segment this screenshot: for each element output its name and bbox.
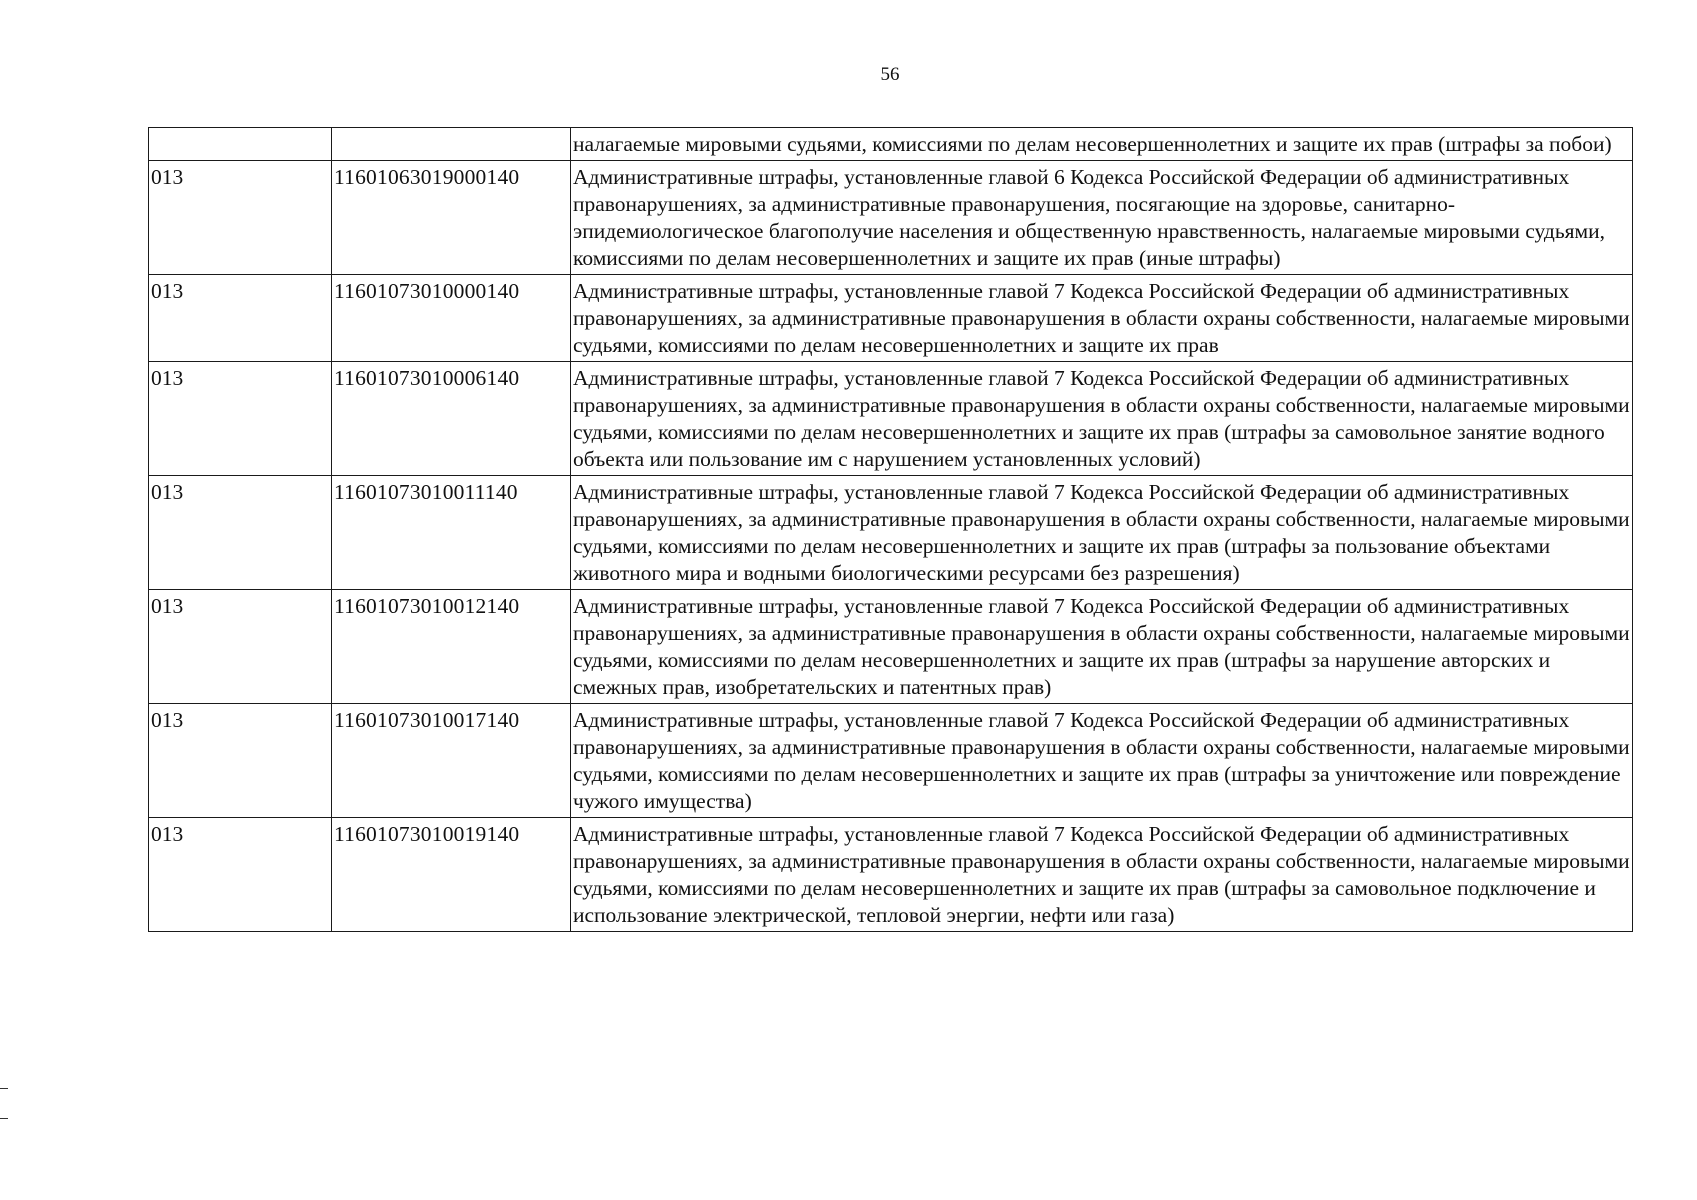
budget-code-cell: 11601073010006140 bbox=[332, 362, 571, 476]
table-row bbox=[149, 362, 1633, 476]
admin-code-cell: 013 bbox=[149, 275, 332, 362]
page-number: 56 bbox=[880, 64, 900, 85]
description-cell: налагаемые мировыми судьями, комиссиями по делам несовершеннолетних и защите их прав (штрафы за побои) bbox=[571, 128, 1633, 161]
table-row bbox=[149, 275, 1633, 362]
table-row bbox=[149, 704, 1633, 818]
description-cell: Административные штрафы, установленные главой 6 Кодекса Российской Федерации об административных правонарушениях, за административные правонарушения, посягающие на здоровье, санитарно-эпидемиологическое благополучие населения и общественную нравственность, налагаемые мировыми судьями, комиссиями по делам несовершеннолетних и защите их прав (иные штрафы) bbox=[571, 161, 1633, 275]
description-cell: Административные штрафы, установленные главой 7 Кодекса Российской Федерации об административных правонарушениях, за административные правонарушения в области охраны собственности, налагаемые мировыми судьями, комиссиями по делам несовершеннолетних и защите их прав (штрафы за самовольное подключение и использование электрической, тепловой энергии, нефти или газа) bbox=[571, 818, 1633, 932]
description-cell: Административные штрафы, установленные главой 7 Кодекса Российской Федерации об административных правонарушениях, за административные правонарушения в области охраны собственности, налагаемые мировыми судьями, комиссиями по делам несовершеннолетних и защите их прав (штрафы за нарушение авторских и смежных прав, изобретательских и патентных прав) bbox=[571, 590, 1633, 704]
admin-code-cell bbox=[149, 128, 332, 161]
scan-margin-mark-bottom bbox=[0, 1118, 8, 1119]
admin-code-cell: 013 bbox=[149, 704, 332, 818]
description-cell: Административные штрафы, установленные главой 7 Кодекса Российской Федерации об административных правонарушениях, за административные правонарушения в области охраны собственности, налагаемые мировыми судьями, комиссиями по делам несовершеннолетних и защите их прав (штрафы за самовольное занятие водного объекта или пользование им с нарушением установленных условий) bbox=[571, 362, 1633, 476]
table-row bbox=[149, 590, 1633, 704]
budget-code-cell: 11601073010017140 bbox=[332, 704, 571, 818]
admin-code-cell: 013 bbox=[149, 590, 332, 704]
admin-code-cell: 013 bbox=[149, 818, 332, 932]
scan-margin-mark-top bbox=[0, 1088, 8, 1089]
description-cell: Административные штрафы, установленные главой 7 Кодекса Российской Федерации об административных правонарушениях, за административные правонарушения в области охраны собственности, налагаемые мировыми судьями, комиссиями по делам несовершеннолетних и защите их прав (штрафы за пользование объектами животного мира и водными биологическими ресурсами без разрешения) bbox=[571, 476, 1633, 590]
budget-code-cell: 11601063019000140 bbox=[332, 161, 571, 275]
table-row bbox=[149, 476, 1633, 590]
table-body bbox=[149, 128, 1633, 932]
admin-code-cell: 013 bbox=[149, 476, 332, 590]
table-row bbox=[149, 161, 1633, 275]
table-row bbox=[149, 128, 1633, 161]
budget-codes-table bbox=[148, 127, 1633, 932]
description-cell: Административные штрафы, установленные главой 7 Кодекса Российской Федерации об административных правонарушениях, за административные правонарушения в области охраны собственности, налагаемые мировыми судьями, комиссиями по делам несовершеннолетних и защите их прав (штрафы за уничтожение или повреждение чужого имущества) bbox=[571, 704, 1633, 818]
budget-code-cell: 11601073010012140 bbox=[332, 590, 571, 704]
description-cell: Административные штрафы, установленные главой 7 Кодекса Российской Федерации об административных правонарушениях, за административные правонарушения в области охраны собственности, налагаемые мировыми судьями, комиссиями по делам несовершеннолетних и защите их прав bbox=[571, 275, 1633, 362]
budget-code-cell: 11601073010011140 bbox=[332, 476, 571, 590]
budget-code-cell bbox=[332, 128, 571, 161]
budget-code-cell: 11601073010000140 bbox=[332, 275, 571, 362]
admin-code-cell: 013 bbox=[149, 362, 332, 476]
table-row bbox=[149, 818, 1633, 932]
admin-code-cell: 013 bbox=[149, 161, 332, 275]
budget-code-cell: 11601073010019140 bbox=[332, 818, 571, 932]
